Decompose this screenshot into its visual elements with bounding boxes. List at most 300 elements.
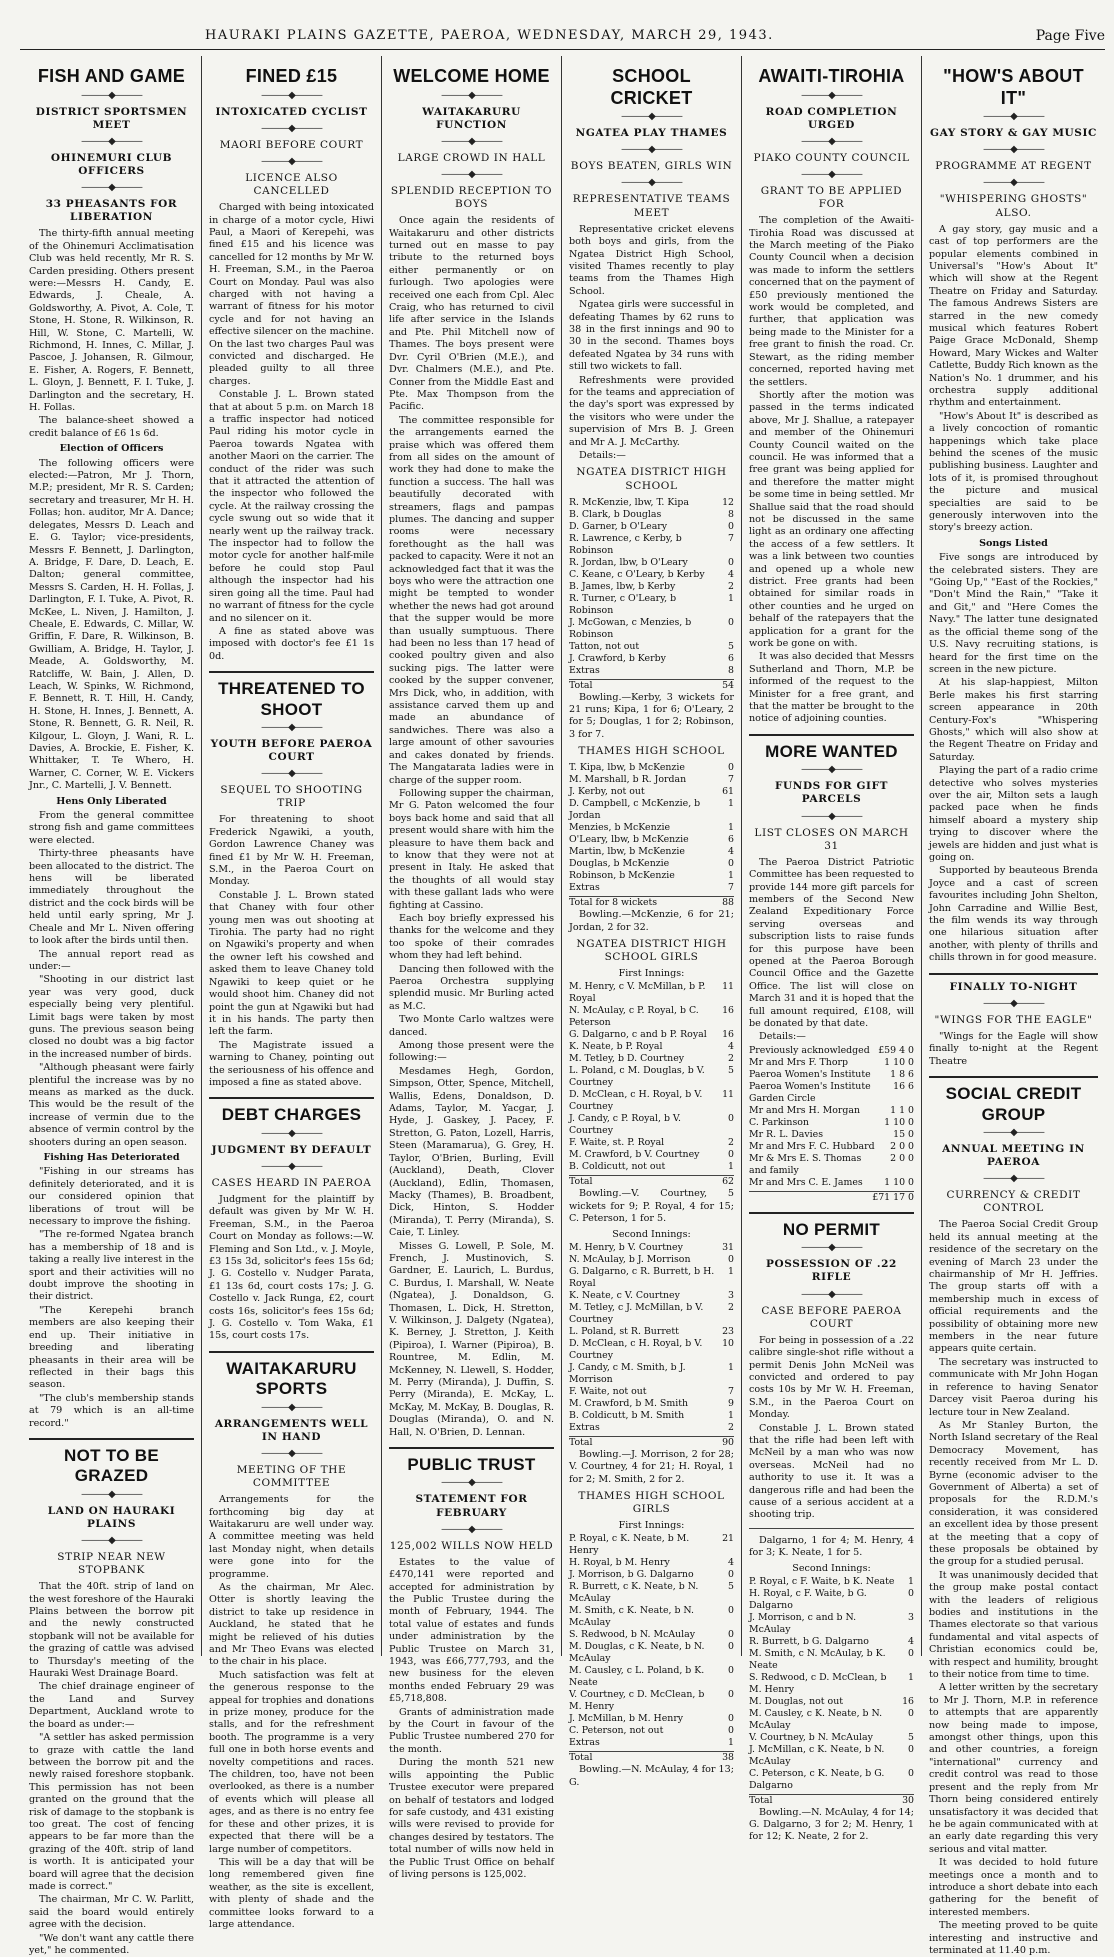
- table-row: [749, 1576, 914, 1588]
- row-value: 0: [728, 1113, 734, 1125]
- row-label: Douglas, b McKenzie: [569, 858, 670, 870]
- paragraph: Once again the residents of Waitakaruru and other districts turned out en masse to pay tribute to the returned boys either permanently or on furlough. Two apologies were received one each from Cpl. Alec Craig, who has returned to civil life after service in the Islands and Pte. Phil Mitchell now of Thames. The boys present were Dvr. Cyril O'Brien (M.E.), and Dvr. Chalmers (M.E.), and Pte. Conner from the Middle East and Pte. Max Thompson from the Pacific.: [389, 215, 554, 413]
- subhead: GRANT TO BE APPLIED FOR: [760, 184, 903, 211]
- row-value: 23: [722, 1325, 734, 1337]
- row-label: V. Courtney, c D. McClean, b M. Henry: [569, 1689, 705, 1713]
- paragraph: A gay story, gay music and a cast of top performers are the popular elements combined in Universal's "How's About It" which will show at the Regent Theatre on Friday and Saturday. The famous Andrews Sisters are starred in the new comedy musical which features Robert Paige Grace McDonald, Shemp Howard, Mary Wickes and Walter Catlette, Buddy Rich known as the Nation's No. 1 drummer, and his orchestra supply additional rhythm and entertainment.: [929, 223, 1098, 409]
- paragraph: Dancing then followed with the Paeroa Orchestra supplying splendid music. Mr Burling acted as M.C.: [389, 963, 554, 1012]
- paragraph: Details:—: [759, 1031, 806, 1043]
- article-body: [209, 202, 374, 663]
- row-label: B. Coldicutt, b M. Smith: [569, 1409, 685, 1421]
- paragraph: Five songs are introduced by the celebrated sisters. They are "Going Up," "East of the Rockies," "Don't Mind the Rain," "Take it and Git," and "Here Comes the Navy." The latter tune designated as the official theme song of the U.S. Navy recruiting stations, is heard for the first time on the screen in the new picture.: [929, 552, 1098, 675]
- table-row: [569, 1689, 734, 1713]
- row-label: Tatton, not out: [569, 640, 640, 652]
- ornament-divider: ———◆———: [441, 89, 502, 101]
- table-row: [569, 497, 734, 509]
- ornament-divider: ———◆———: [261, 89, 322, 101]
- column-6: [922, 56, 1105, 1956]
- row-value: 4: [728, 1557, 734, 1569]
- row-value: 10: [722, 1337, 734, 1349]
- row-label: Extras: [569, 1421, 600, 1433]
- row-value: 1: [728, 822, 734, 834]
- table-row: [749, 1636, 914, 1648]
- column-rule: [929, 973, 1098, 975]
- table-row: [569, 1149, 734, 1161]
- paragraph: Constable J. L. Brown stated that Chaney with four other young men was out shooting at Tirohia. The party had no right on Ngawiki's property and when the owner left his cowshed and asked them to leave Chaney told Ngawiki to keep quiet or he would shoot him. Chaney did not point the gun at Ngawiki but had it in his hands. The party then left the farm.: [209, 889, 374, 1038]
- headline-debt-charges: DEBT CHARGES: [221, 1105, 362, 1125]
- subhead: WAITAKARURU FUNCTION: [422, 105, 521, 131]
- table-row: [569, 1641, 734, 1665]
- subhead: ARRANGEMENTS WELL IN HAND: [214, 1417, 369, 1443]
- table-row: [749, 1744, 914, 1768]
- row-value: 11: [722, 981, 734, 993]
- headline-finally-tonight: FINALLY TO-NIGHT: [949, 980, 1078, 993]
- paragraph: Details:—: [579, 450, 626, 461]
- subhead: MAORI BEFORE COURT: [219, 138, 364, 151]
- paragraph: Mesdames Hegh, Gordon, Simpson, Otter, Spence, Mitchell, Wallis, Edens, Donaldson, D. Adams, Taylor, M. Yacgar, J. Hyde, J. Gaskey, J. Pacey, F. Stretton, G. Paton, Lozell, Harris, Steen (Maramarua), G. Grey, H. Taylor, O'Brien, Burling, Evill (Auckland), Death, Clover (Auckland), Edlin, Thomasen, Macky (Thames), B. Broadbent, Dick, Hinton, S. Hodder (Miranda), T. Perry (Miranda), S. Caie, T. Linley.: [389, 1065, 554, 1239]
- bowling-summary: [569, 1449, 734, 1486]
- table-row: [569, 1665, 734, 1689]
- paragraph: The secretary was instructed to communicate with Mr John Hogan in reference to having Senator Darcey visit Paeroa during his lecture tour in New Zealand.: [929, 1356, 1098, 1418]
- bowling-summary: [569, 692, 734, 742]
- row-value: 1 1 0: [890, 1104, 914, 1116]
- table-row: [749, 1696, 914, 1708]
- row-label: Mr and Mrs C. E. James: [749, 1176, 863, 1188]
- article-body: [569, 224, 734, 463]
- row-label: F. Waite, not out: [569, 1385, 647, 1397]
- row-value: 2 0 0: [890, 1140, 914, 1152]
- ornament-divider: ———◆———: [983, 177, 1044, 189]
- paragraph: "How's About It" is described as a lively concoction of romantic happenings which take place behind the scenes of the music publishing business. Laughter and lots of it, is promised throughout the picture and musical specialties are said to be generously interwoven into the story's breezy action.: [929, 410, 1098, 534]
- paragraph: The Paeroa District Patriotic Committee has been requested to provide 144 more gift parcels for members of the Second New Zealand Expeditionary Force serving overseas and subscription lists to raise funds for this purpose have been opened at the Paeroa Borough Council Office and the Gazette Office. The list will close on March 31 and it is hoped that the full amount required, £108, will be donated by that date.: [749, 856, 914, 1030]
- paragraph: As the chairman, Mr Alec. Otter is shortly leaving the district to take up residence in Auckland, he stated that he might be relieved of his duties and Mr Theo Evans was elected to the chair in his place.: [209, 1581, 374, 1668]
- subhead: ROAD COMPLETION URGED: [765, 105, 898, 131]
- paragraph: Arrangements for the forthcoming big day at Waitakaruru are well under way. A committee meeting was held last Monday night, when details were gone into for the programme.: [209, 1494, 374, 1580]
- row-value: 8: [728, 508, 734, 520]
- paragraph: Charged with being intoxicated in charge of a motor cycle, Hiwi Paul, a Maori of Kerepehi, was fined £15 and his licence was cancelled for 12 months by Mr W. H. Freeman, S.M., in the Paeroa Court on Monday. Paul was also charged with not having a warrant of fitness for his motor cycle and for not having an effective silencer on the machine. On the last two charges Paul was convicted and discharged. He pleaded guilty to all three charges.: [209, 202, 374, 387]
- ornament-divider: ———◆———: [801, 89, 862, 101]
- innings-label: First Innings:: [618, 968, 685, 980]
- row-value: 1: [728, 1409, 734, 1421]
- row-value: 0: [728, 1665, 734, 1677]
- row-value: 1: [728, 870, 734, 882]
- table-row: [569, 1605, 734, 1629]
- ornament-divider: ———◆———: [801, 1288, 862, 1300]
- row-value: 0: [728, 616, 734, 628]
- row-value: 0: [728, 1605, 734, 1617]
- ornament-divider: ———◆———: [81, 1534, 142, 1546]
- ornament-divider: ———◆———: [801, 168, 862, 180]
- scorecard-heading: THAMES HIGH SCHOOL GIRLS: [578, 1489, 725, 1516]
- row-label: J. McMillan, b M. Henry: [569, 1713, 684, 1725]
- table-row: [749, 1708, 914, 1732]
- table-row: [569, 569, 734, 581]
- subhead: JUDGMENT BY DEFAULT: [211, 1143, 372, 1156]
- table-row: [569, 1557, 734, 1569]
- row-label: Previously acknowledged: [749, 1044, 870, 1056]
- row-value: 15 0: [893, 1128, 914, 1140]
- table-row: [569, 1338, 734, 1362]
- table-row: [569, 1290, 734, 1302]
- headline-school-cricket: SCHOOL CRICKET: [610, 66, 693, 108]
- row-label: M. Smith, c N. McAulay, b K. Neate: [749, 1647, 886, 1671]
- total-value: 62: [722, 1176, 734, 1188]
- ornament-divider: ———◆———: [621, 177, 682, 189]
- row-value: 1: [728, 1737, 734, 1749]
- paragraph: It was unanimously decided that the group make postal contact with the leaders of religious bodies and institutions in the Thames electorate so that various fundamental and vital aspects of Christian economics could be, with respect and humility, brought to their notice from time to time.: [929, 1569, 1098, 1681]
- subhead: ANNUAL MEETING IN PAEROA: [942, 1142, 1085, 1169]
- row-label: M. Henry, b V. Courtney: [569, 1241, 683, 1253]
- paragraph: The committee responsible for the arrangements earned the praise which was offered them from all sides on the amount of work they had done to make the function a success. The hall was beautifully decorated with streamers, flags and pampas plumes. The dancing and supper rooms were necessary forethought as the hall was packed to capacity. Were it not an acknowledged fact that it was the boys who were the attraction one might be tempted to wonder whether the news had got around that the supper would be more than usually sumptuous. There had been no less than 17 head of cooked poultry given and also sucking pigs. The latter were cooked by the supper convener, Mrs Dick, who, in addition, with assistance carved them up and made an abundance of sandwiches. There was also a large amount of other savouries and cakes donated by friends. The Mangatarata ladies were in charge of the supper room.: [389, 414, 554, 786]
- table-row: [569, 1065, 734, 1089]
- table-row: [569, 798, 734, 822]
- paragraph: Misses G. Lowell, P. Sole, M. French, J. Mustinovich, S. Gardner, E. Laurich, L. Burdus, C. Burdus, I. Marshall, W. Neate (Ngatea), J. Donaldson, G. Thomasen, L. Dick, H. Stretton, V. Wilkinson, J. Dalgety (Ngatea), K. Berney, J. Stretton, J. Keith (Pipiroa), I. Warner (Pipiroa), B. Rountree, M. Edlin, M. McKenney, N. Llewell, S. Hodder, M. Perry (Miranda), J. Duffin, S. Perry (Miranda), E. McKay, L. McKay, M. McKay, B. Douglas, R. Douglas (Miranda), O. and N. Hall, N. O'Brien, D. Lennan.: [389, 1240, 554, 1438]
- row-value: 0: [728, 1569, 734, 1581]
- paragraph: During the month 521 new wills appointing the Public Trustee executor were prepared on behalf of testators and lodged for safe custody, and 431 existing wills were revised to provide for changes desired by testators. The total number of wills now held in the Public Trust Office on behalf of living persons is 125,002.: [389, 1757, 554, 1880]
- ornament-divider: ———◆———: [983, 111, 1044, 123]
- row-value: 4: [908, 1635, 914, 1647]
- row-label: M. Henry, c V. McMillan, b P. Royal: [569, 981, 706, 1005]
- table-row: [569, 834, 734, 846]
- total-label: Total for 8 wickets: [569, 897, 658, 909]
- ornament-divider: ———◆———: [81, 1488, 142, 1500]
- table-row: [569, 1629, 734, 1641]
- article-body: [29, 1581, 194, 1957]
- donations-list: [749, 1045, 914, 1189]
- innings-label: Second Innings:: [792, 1562, 871, 1574]
- row-value: 21: [722, 1533, 734, 1545]
- row-label: T. Kipa, lbw, b McKenzie: [569, 762, 685, 774]
- table-row: [569, 858, 734, 870]
- section-heading: Hens Only Liberated: [56, 795, 167, 807]
- row-label: J. Morrison, c and b N. McAulay: [749, 1611, 857, 1635]
- paragraph: "Although pheasant were fairly plentiful the increase was by no means as marked as the duck. This would be the result of the increase of vermin due to the absence of vermin control by the shooters during an open season.: [29, 1062, 194, 1148]
- page-number: Page Five: [1035, 28, 1105, 44]
- row-value: 1 10 0: [884, 1116, 914, 1128]
- row-value: 0: [728, 1629, 734, 1641]
- subhead: DISTRICT SPORTSMEN MEET: [35, 105, 188, 131]
- table-row: [749, 1612, 914, 1636]
- subhead: 33 PHEASANTS FOR LIBERATION: [45, 198, 178, 224]
- subhead: MEETING OF THE COMMITTEE: [236, 1463, 347, 1490]
- row-label: J. Candy, c M. Smith, b J. Morrison: [569, 1361, 686, 1385]
- ornament-divider: ———◆———: [441, 1477, 502, 1489]
- row-label: Martin, lbw, b McKenzie: [569, 846, 685, 858]
- paragraph: Representative cricket elevens both boys and girls, from the Ngatea District High School, visited Thames recently to play teams from the Thames High School.: [569, 223, 734, 297]
- table-row: [569, 1713, 734, 1725]
- subhead: "WHISPERING GHOSTS" ALSO.: [939, 193, 1088, 219]
- subhead: BOYS BEATEN, GIRLS WIN: [570, 160, 733, 173]
- subhead: POSSESSION OF .22 RIFLE: [766, 1258, 897, 1284]
- row-value: 1: [728, 1265, 734, 1277]
- row-value: 4: [728, 1041, 734, 1053]
- row-value: 5: [728, 640, 734, 652]
- row-value: 1: [728, 1161, 734, 1173]
- row-value: 4: [728, 846, 734, 858]
- row-label: M. Causley, c L. Poland, b K. Neate: [569, 1665, 705, 1689]
- paragraph: Constable J. L. Brown stated that the rifle had been left with McNeil by a man who was now overseas. McNeil had no authority to use it. It was a dangerous rifle and had been the cause of a serious accident at a shooting trip.: [749, 1422, 914, 1521]
- table-row: [569, 509, 734, 521]
- column-rule: [749, 1212, 914, 1214]
- headline-public-trust: PUBLIC TRUST: [407, 1455, 536, 1475]
- newspaper-page: [22, 56, 1105, 1956]
- masthead: [20, 28, 1105, 50]
- row-label: J. McGowan, c Menzies, b Robinson: [569, 616, 692, 640]
- row-label: J. Morrison, b G. Dalgarno: [569, 1569, 694, 1581]
- row-label: L. Poland, c M. Douglas, b V. Courtney: [569, 1065, 705, 1089]
- headline-fined: FINED £15: [245, 66, 338, 86]
- row-label: P. Royal, c K. Neate, b M. Henry: [569, 1533, 690, 1557]
- headline-awaiti-tirohia: AWAITI-TIROHIA: [758, 66, 905, 86]
- article-body: [749, 215, 914, 726]
- paragraph: Shortly after the motion was passed in the terms indicated above, Mr J. Shallue, a ratepayer and member of the Ohinemuri County Council waited on the council. He was informed that a free grant was being applied for and therefore the matter might be some time in being settled. Mr Shallue said that the road should not be discussed in the same light as an ordinary one affecting the access of a few settlers. It was a link between two counties and opened up a whole new district. Free grants had been obtained for similar roads in other counties and he urged on behalf of the ratepayers that the application for a grant for the work be gone on with.: [749, 389, 914, 650]
- row-value: 7: [728, 532, 734, 544]
- subhead: STATEMENT FOR FEBRUARY: [415, 1493, 528, 1519]
- table-row: [569, 1113, 734, 1137]
- row-value: 16 6: [893, 1080, 914, 1092]
- ornament-divider: ———◆———: [983, 997, 1044, 1009]
- table-row: [569, 533, 734, 557]
- scorecard-ngatea-girls-first: [569, 981, 734, 1173]
- headline-hows-about-it: "HOW'S ABOUT IT": [943, 66, 1084, 108]
- row-label: Robinson, b McKenzie: [569, 870, 675, 882]
- paragraph: "We don't want any cattle there yet," he commented.: [29, 1932, 194, 1956]
- row-label: B. Coldicutt, not out: [569, 1161, 666, 1173]
- row-value: 0: [728, 556, 734, 568]
- row-value: £59 4 0: [878, 1044, 914, 1056]
- table-row: [749, 1057, 914, 1069]
- row-value: 2 0 0: [890, 1152, 914, 1164]
- row-value: 1: [728, 592, 734, 604]
- row-label: Paeroa Women's Institute: [749, 1068, 871, 1080]
- scorecard-total: [569, 679, 734, 692]
- row-value: 1 8 6: [890, 1068, 914, 1080]
- scorecard-ngatea-boys: [569, 497, 734, 677]
- column-5: [742, 56, 922, 1843]
- table-row: [569, 1398, 734, 1410]
- table-row: [749, 1153, 914, 1177]
- row-label: J. Candy, c P. Royal, b V. Courtney: [569, 1113, 682, 1137]
- row-label: D. Garner, b O'Leary: [569, 520, 668, 532]
- table-row: [569, 581, 734, 593]
- table-row: [569, 1362, 734, 1386]
- paragraph: Among those present were the following:—: [389, 1040, 554, 1064]
- row-label: N. McAulay, b J. Morrison: [569, 1253, 691, 1265]
- paragraph: A letter written by the secretary to Mr J. Thorn, M.P. in reference to attempts that are apparently now being made to impose, amongst other things, upon this and other countries, a foreign "international" currency and credit control was read to those present and the reply from Mr Thorn being considered entirely unsatisfactory it was decided that he be again communicated with at an early date regarding this very serious and vital matter.: [929, 1682, 1098, 1855]
- row-label: Mr R. L. Davies: [749, 1128, 824, 1140]
- column-2: [202, 56, 382, 1930]
- article-body: [209, 1194, 374, 1343]
- ornament-divider: ———◆———: [261, 1127, 322, 1139]
- scorecard-total: [569, 1751, 734, 1764]
- ornament-divider: ———◆———: [801, 135, 862, 147]
- row-value: 3: [908, 1611, 914, 1623]
- total-label: Total: [569, 1752, 593, 1764]
- ornament-divider: ———◆———: [261, 155, 322, 167]
- paragraph: Two Monte Carlo waltzes were danced.: [389, 1014, 554, 1038]
- article-body: [209, 814, 374, 1089]
- paragraph: "Shooting in our district last year was very good, duck especially being very plentiful. Limit bags were taken by most guns. The previous season being closed no doubt was a big factor in the increased number of birds.: [29, 974, 194, 1060]
- ornament-divider: ———◆———: [441, 168, 502, 180]
- headline-more-wanted: MORE WANTED: [765, 741, 898, 761]
- innings-label: Second Innings:: [612, 1228, 691, 1240]
- row-label: Menzies, b McKenzie: [569, 822, 671, 834]
- row-label: Extras: [569, 664, 600, 676]
- row-label: S. Redwood, c D. McClean, b M. Henry: [749, 1671, 887, 1695]
- column-rule: [209, 671, 374, 673]
- table-row: [749, 1069, 914, 1081]
- bowling-summary: [749, 1535, 914, 1560]
- subhead: STRIP NEAR NEW STOPBANK: [57, 1550, 166, 1577]
- total-value: 90: [722, 1436, 734, 1448]
- row-value: 0: [728, 1689, 734, 1701]
- paragraph: Each boy briefly expressed his thanks for the welcome and they too spoke of their comrades whom they had left behind.: [389, 912, 554, 962]
- ornament-divider: ———◆———: [261, 721, 322, 733]
- row-label: J. Kerby, not out: [569, 786, 645, 798]
- article-body: [389, 215, 554, 1439]
- subhead: LAND ON HAURAKI PLAINS: [47, 1504, 176, 1530]
- paragraph: The Magistrate issued a warning to Chaney, pointing out the seriousness of his offence and imposed a fine as stated above.: [209, 1039, 374, 1088]
- row-value: 0: [728, 1725, 734, 1737]
- table-row: [569, 1053, 734, 1065]
- table-row: [569, 981, 734, 1005]
- row-label: Extras: [569, 1737, 600, 1749]
- row-value: 12: [722, 496, 734, 508]
- subhead: SEQUEL TO SHOOTING TRIP: [220, 784, 363, 810]
- paragraph: "The club's membership stands at 79 which is an all-time record.": [29, 1392, 194, 1429]
- row-value: 2: [728, 1137, 734, 1149]
- table-row: [569, 521, 734, 533]
- row-label: R. Burrett, b G. Dalgarno: [749, 1635, 869, 1647]
- table-row: [749, 1129, 914, 1141]
- headline-social-credit-group: SOCIAL CREDIT GROUP: [945, 1084, 1082, 1124]
- paragraph: Thirty-three pheasants have been allocated to the district. The hens will be liberated immediately throughout the district and the cock birds will be held until early spring, Mr J. Cheale and Mr L. Niven offering to look after the birds until then.: [29, 848, 194, 947]
- ornament-divider: ———◆———: [983, 1173, 1044, 1185]
- row-value: 7: [728, 774, 734, 786]
- headline-waitakaruru-sports: WAITAKARURU SPORTS: [226, 1358, 357, 1399]
- column-rule: [209, 1097, 374, 1099]
- row-label: L. Poland, st R. Burrett: [569, 1325, 679, 1337]
- paragraph: Estates to the value of £470,141 were reported and accepted for administration by the Public Trustee during the month of February, 1944. The total value of estates and funds under administration by the Public Trustee on March 31, 1943, was £66,777,793, and the new business for the eleven months ended February 29 was £5,718,808.: [389, 1556, 554, 1705]
- table-row: [569, 1005, 734, 1029]
- row-value: 6: [728, 834, 734, 846]
- paragraph: Dalgarno, 1 for 4; M. Henry, 4 for 3; K. Neate, 1 for 5.: [749, 1534, 914, 1559]
- total-label: Total: [569, 1176, 593, 1188]
- row-value: 3: [728, 1289, 734, 1301]
- ornament-divider: ———◆———: [441, 1523, 502, 1535]
- ornament-divider: ———◆———: [983, 1126, 1044, 1138]
- row-label: R. Jordan, lbw, b O'Leary: [569, 556, 688, 568]
- table-row: [569, 786, 734, 798]
- row-label: Mr & Mrs E. S. Thomas and family: [749, 1152, 862, 1176]
- table-row: [569, 1137, 734, 1149]
- table-row: [569, 665, 734, 677]
- paragraph: Bowling.—J. Morrison, 2 for 28; V. Courtney, 4 for 21; H. Royal, 1 for 2; M. Smith, 2 for 2.: [569, 1448, 734, 1485]
- row-label: P. Royal, c F. Waite, b K. Neate: [749, 1575, 895, 1587]
- row-value: 1: [908, 1575, 914, 1587]
- row-value: 11: [722, 1089, 734, 1101]
- paragraph: The meeting proved to be quite interesting and instructive and terminated at 11.40 p.m.: [929, 1920, 1098, 1956]
- total-label: Total: [569, 679, 593, 691]
- row-label: K. Neate, c V. Courtney: [569, 1289, 680, 1301]
- row-value: 4: [728, 568, 734, 580]
- paragraph: That the 40ft. strip of land on the west foreshore of the Hauraki Plains between the borrow pit and the newly constructed stopbank will not be available for the grazing of cattle was advised to Thursday's meeting of the Hauraki West Drainage Board.: [29, 1581, 194, 1680]
- bowling-summary: [569, 1188, 734, 1225]
- table-row: [569, 1242, 734, 1254]
- row-value: 7: [728, 1385, 734, 1397]
- subhead: LARGE CROWD IN HALL: [397, 151, 546, 164]
- ornament-divider: ———◆———: [261, 1447, 322, 1459]
- row-value: 5: [908, 1731, 914, 1743]
- table-row: [749, 1105, 914, 1117]
- table-row: [569, 641, 734, 653]
- paragraph: It was also decided that Messrs Sutherland and Thorn, M.P. be informed of the request to the Minister for a free grant, and that the matter be brought to the notice of adjoining counties.: [749, 651, 914, 725]
- total-label: Total: [569, 1436, 593, 1448]
- subhead: CURRENCY & CREDIT CONTROL: [946, 1189, 1081, 1215]
- row-label: J. Crawford, b Kerby: [569, 652, 666, 664]
- scorecard-heading: NGATEA DISTRICT HIGH SCHOOL: [576, 466, 727, 492]
- table-row: [749, 1081, 914, 1105]
- ornament-divider: ———◆———: [621, 111, 682, 123]
- row-label: M. Crawford, b V. Courtney: [569, 1149, 700, 1161]
- ornament-divider: ———◆———: [81, 135, 142, 147]
- column-rule: [929, 1076, 1098, 1078]
- row-label: M. Tetley, c J. McMillan, b V. Courtney: [569, 1301, 704, 1325]
- total-label: Total: [749, 1794, 773, 1806]
- row-value: 0: [728, 1149, 734, 1161]
- paragraph: The Paeroa Social Credit Group held its annual meeting at the residence of the secretary on the evening of March 23 under the chairmanship of Mr H. Jeffries. The group starts off with a membership much in excess of official requirements and the possibility of obtaining more new members in the near future appears quite certain.: [929, 1219, 1098, 1355]
- paragraph: "The re-formed Ngatea branch has a membership of 18 and is taking a really live interest in the sport and their activities will no doubt improve the shooting in their district.: [29, 1229, 194, 1303]
- paragraph: The completion of the Awaiti-Tirohia Road was discussed at the March meeting of the Piako County Council when a decision was made to inform the settlers concerned that on the payment of £50 previously mentioned the work would be completed, and further, that application was being made to the Minister for a free grant to finish the road. Cr. Stewart, as the riding member concerned, reported having met the settlers.: [749, 215, 914, 388]
- row-label: C. Parkinson: [749, 1116, 809, 1128]
- ornament-divider: ———◆———: [261, 1160, 322, 1172]
- column-1: [22, 56, 202, 1956]
- scorecard-total: [749, 1794, 914, 1807]
- paragraph: The thirty-fifth annual meeting of the Ohinemuri Acclimatisation Club was held recently, Mr R. S. Carden presiding. Others present were:—Messrs H. Candy, E. Edwards, J. Cheale, A. Goldsworthy, A. Pivot, A. Cole, T. Stone, H. Stone, R. Wilkinson, R. Hill, W. Stone, C. Martelli, W. Richmond, H. Innes, C. Millar, J. Pascoe, J. Johansen, R. Gilmour, E. Fisher, A. Rogers, F. Bennett, L. Gloyn, J. Bennett, F. I. Tuke, J. Darlington and the secretary, H. H. Follas.: [29, 228, 194, 414]
- row-label: Mr and Mrs F. Thorp: [749, 1056, 848, 1068]
- table-row: [569, 762, 734, 774]
- paragraph: Grants of administration made by the Court in favour of the Public Trustee numbered 270 for the month.: [389, 1706, 554, 1755]
- table-row: [569, 1569, 734, 1581]
- headline-not-to-be-grazed: NOT TO BE GRAZED: [64, 1445, 159, 1486]
- subhead: PIAKO COUNTY COUNCIL: [753, 151, 910, 164]
- row-label: B. Clark, b Douglas: [569, 508, 662, 520]
- subhead: FUNDS FOR GIFT PARCELS: [774, 780, 889, 806]
- table-row: [569, 1161, 734, 1173]
- scorecard-heading: THAMES HIGH SCHOOL: [578, 745, 725, 758]
- column-4: [562, 56, 742, 1788]
- paragraph: Bowling.—V. Courtney, 5 wickets for 9; P. Royal, 4 for 15; C. Peterson, 1 for 5.: [569, 1188, 734, 1225]
- paragraph: It was decided to hold future meetings once a month and to introduce a short debate into each gathering for the benefit of interested members.: [929, 1857, 1098, 1918]
- paragraph: For being in possession of a .22 calibre single-shot rifle without a permit Denis John McNeil was convicted and ordered to pay costs 10s by Mr W. H. Freeman, S.M., in the Paeroa Court on Monday.: [749, 1334, 914, 1421]
- row-label: H. Royal, c F. Waite, b G. Dalgarno: [749, 1587, 867, 1611]
- row-label: N. McAulay, c P. Royal, b C. Peterson: [569, 1005, 699, 1029]
- headline-no-permit: NO PERMIT: [782, 1219, 881, 1239]
- article-body: [749, 1335, 914, 1522]
- total-value: 38: [722, 1752, 734, 1764]
- ornament-divider: ———◆———: [261, 122, 322, 134]
- article-body: [929, 1031, 1098, 1068]
- row-label: H. Royal, b M. Henry: [569, 1557, 670, 1569]
- scorecard-total: [569, 896, 734, 909]
- table-row: [749, 1045, 914, 1057]
- paragraph: Bowling.—N. McAulay, 4 for 14; G. Dalgarno, 3 for 2; M. Henry, 1 for 12; K. Neate, 2 for 2.: [749, 1806, 914, 1843]
- paragraph: The chief drainage engineer of the Land and Survey Department, Auckland wrote to the board as under:—: [29, 1681, 194, 1730]
- subhead: YOUTH BEFORE PAEROA COURT: [210, 737, 373, 764]
- row-value: 2: [728, 1301, 734, 1313]
- ornament-divider: ———◆———: [81, 182, 142, 194]
- headline-threatened-to-shoot: THREATENED TO SHOOT: [218, 679, 365, 719]
